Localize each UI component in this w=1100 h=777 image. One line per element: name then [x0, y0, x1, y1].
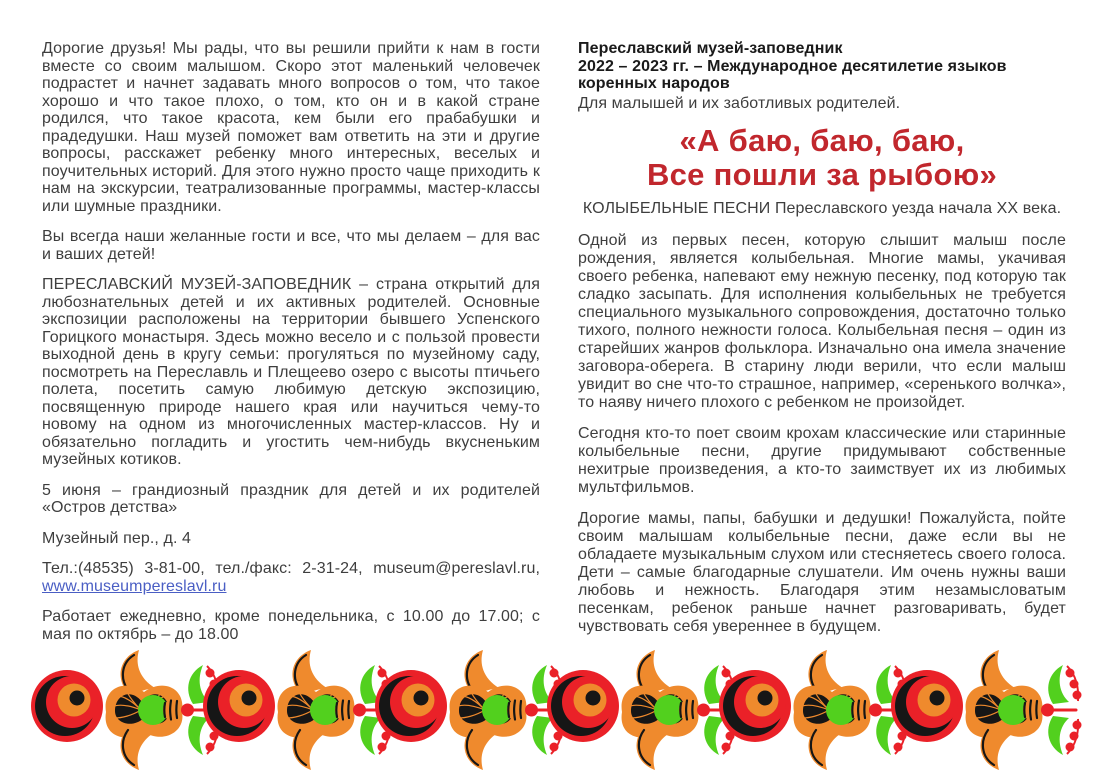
left-column — [42, 40, 540, 656]
decade-header: 2022 – 2023 гг. – Международное десятилетие языков коренных народов — [578, 57, 1007, 92]
left-paragraph-welcome: Дорогие друзья! Мы рады, что вы решили прийти к нам в гости вместе со своим малышом. Скоро этот маленький человечек подрастет и начнет задавать много вопросов о том, что такое хорошо и что такое плохо, о том, кто он и в какой стране родился, что такое красота, кем были его прабабушки и прадедушки. Наш музей поможет вам ответить на эти и другие вопросы, расскажет ребенку много интересных, веселых и поучительных историй. Для этого нужно просто чаще приходить к нам на экскурсии, театрализованные программы, мастер-классы или шумные праздники. — [42, 40, 540, 215]
right-paragraph-today: Сегодня кто-то поет своим крохам классические или старинные колыбельные песни, другие придумывают собственные нехитрые произведения, а кто-то заимствует их из любимых мультфильмов. — [578, 424, 1066, 496]
title-line-2: Все пошли за рыбою» — [646, 157, 998, 192]
title-line-1: «А баю, баю, баю, — [679, 123, 965, 158]
address-line: Музейный пер., д. 4 — [42, 529, 192, 547]
subtitle-lullabies: КОЛЫБЕЛЬНЫЕ ПЕСНИ Переславского уезда начала ХХ века. — [582, 200, 1062, 217]
page-title — [578, 124, 1066, 192]
right-column — [578, 40, 1066, 649]
left-paragraph-june-event: 5 июня – грандиозный праздник для детей и их родителей «Остров детства» — [42, 481, 540, 516]
left-paragraph-guests: Вы всегда наши желанные гости и все, что мы делаем – для вас и ваших детей! — [42, 228, 540, 263]
opening-hours: Работает ежедневно, кроме понедельника, с 10.00 до 17.00; с мая по октябрь – до 18.00 — [42, 608, 540, 643]
right-paragraph-lullaby-history: Одной из первых песен, которую слышит малыш после рождения, является колыбельная. Многие мамы, укачивая своего ребенка, напевают ему нежную песенку, под которую так сладко засыпать. Для исполнения колыбельных не требуется специального музыкального сопровождения, достаточно только тихого, полного нежности голоса. Колыбельная песня – один из старейших жанров фольклора. Изначально она имела значение заговора-оберега. В старину люди верили, что если малыш увидит во сне что-то страшное, например, «серенького волчка», то наяву ничего плохого с ребенком не произойдет. — [578, 231, 1066, 411]
left-paragraph-museum-description: ПЕРЕСЛАВСКИЙ МУЗЕЙ-ЗАПОВЕДНИК – страна открытий для любознательных детей и их активных родителей. Основные экспозиции расположены на территории бывшего Успенского Горицкого монастыря. Здесь можно весело и с пользой провести выходной день в кругу семьи: прогуляться по музейному саду, посмотреть на Переславль и Плещеево озеро с высоты птичьего полета, посетить самую любимую детскую экспозицию, посвященную природе нашего края или научиться чему-то новому на одном из многочисленных мастер-классов. Ну и обязательно погладить и угостить чем-нибудь вкусненьким музейных котиков. — [42, 276, 540, 468]
audience-line: Для малышей и их заботливых родителей. — [578, 94, 901, 112]
contact-block — [42, 560, 540, 595]
khokhloma-border-ornament — [0, 648, 1100, 776]
museum-name-header: Переславский музей-заповедник — [578, 40, 843, 57]
website-link[interactable]: www.museumpereslavl.ru — [42, 577, 227, 595]
right-paragraph-appeal: Дорогие мамы, папы, бабушки и дедушки! Пожалуйста, пойте своим малышам колыбельные песни, даже если вы не обладаете музыкальным слухом или стесняетесь своего голоса. Дети – самые благодарные слушатели. Им очень нужны ваши любовь и нежность. Благодаря этим незамысловатым песенкам, ребенок раньше начнет разговаривать, будет чувствовать себя увереннее в будущем. — [578, 509, 1066, 635]
phone-email-line: Тел.:(48535) 3-81-00, тел./факс: 2-31-24, museum@pereslavl.ru, — [42, 560, 540, 577]
